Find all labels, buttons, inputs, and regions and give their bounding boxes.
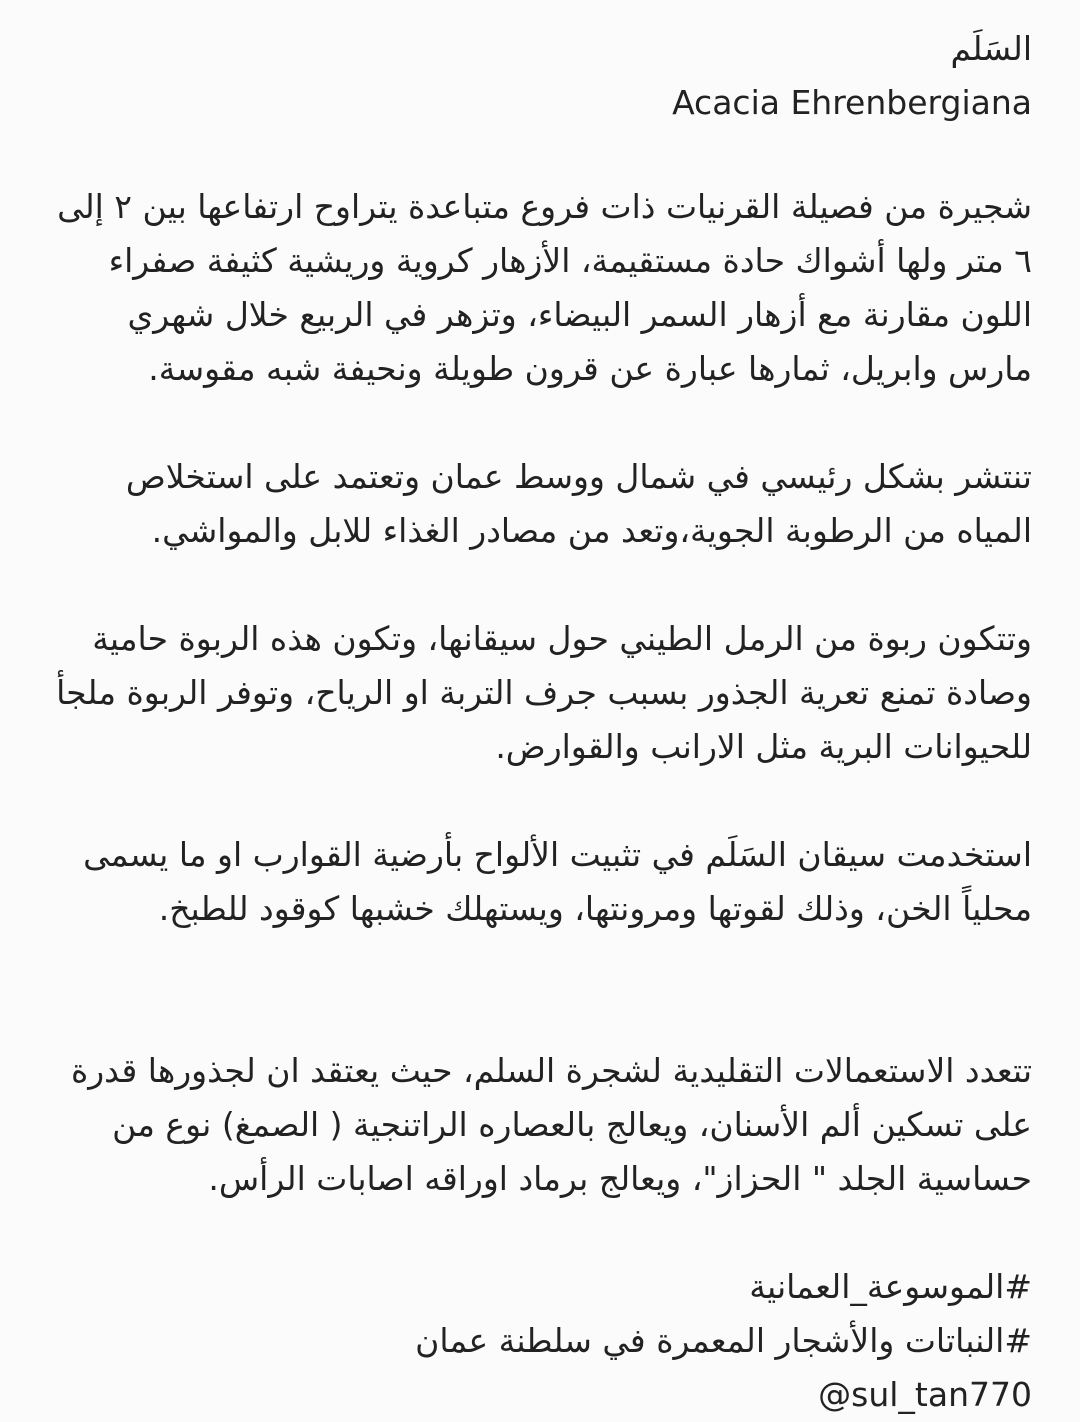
document-body: [42, 22, 1032, 1422]
paragraph-uses: استخدمت سيقان السَلَم في تثبيت الألواح بأرضية القوارب او ما يسمى محلياً الخن، وذلك لقوتها ومرونتها، ويستهلك خشبها كوقود للطبخ.: [83, 835, 1032, 928]
title-latin: Acacia Ehrenbergiana: [672, 83, 1032, 122]
paragraph-distribution: تنتشر بشكل رئيسي في شمال ووسط عمان وتعتمد على استخلاص المياه من الرطوبة الجوية،وتعد من مصادر الغذاء للابل والمواشي.: [125, 457, 1032, 550]
hashtag-encyclopedia[interactable]: #الموسوعة_العمانية: [749, 1267, 1032, 1306]
hashtag-plants[interactable]: #النباتات والأشجار المعمرة في سلطنة عمان: [415, 1321, 1032, 1360]
paragraph-description: شجيرة من فصيلة القرنيات ذات فروع متباعدة يتراوح ارتفاعها بين ٢ إلى ٦ متر ولها أشواك حادة مستقيمة، الأزهار كروية وريشية كثيفة صفراء اللون مقارنة مع أزهار السمر البيضاء، وتزهر في الربيع خلال شهري مارس وابريل، ثمارها عبارة عن قرون طويلة ونحيفة شبه مقوسة.: [57, 187, 1032, 388]
title-arabic: السَلَم: [950, 29, 1032, 68]
paragraph-traditional-uses: تتعدد الاستعمالات التقليدية لشجرة السلم، حيث يعتقد ان لجذورها قدرة على تسكين ألم الأسنان، ويعالج بالعصاره الراتنجية ( الصمغ) نوع من حساسية الجلد " الحزاز"، ويعالج برماد اوراقه اصابات الرأس.: [70, 1051, 1032, 1198]
paragraph-mound: وتتكون ربوة من الرمل الطيني حول سيقانها، وتكون هذه الربوة حامية وصادة تمنع تعرية الجذور بسبب جرف التربة او الرياح، وتوفر الربوة ملجأ للحيوانات البرية مثل الارانب والقوارض.: [56, 619, 1032, 766]
author-handle[interactable]: @sul_tan770: [818, 1375, 1032, 1414]
